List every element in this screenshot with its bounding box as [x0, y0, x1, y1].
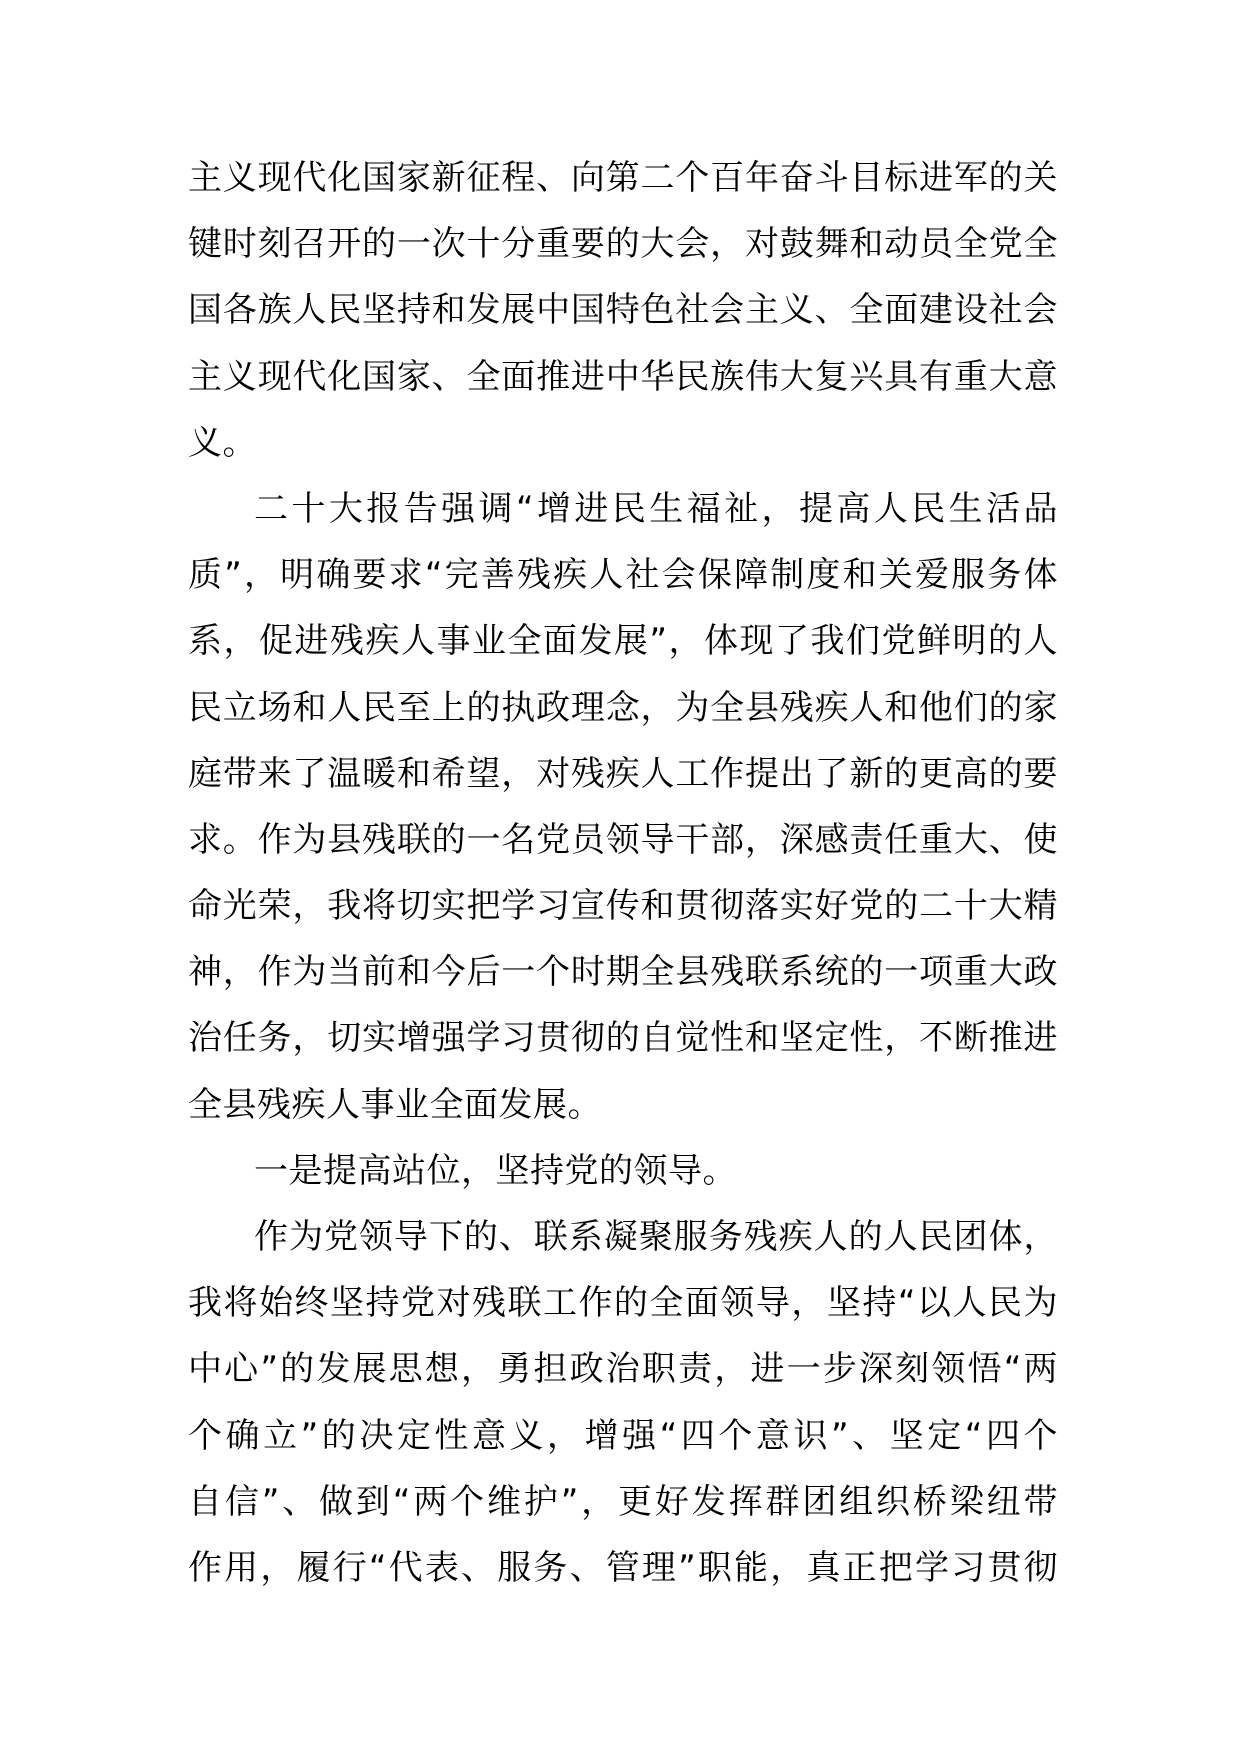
- text-line: 治任务，切实增强学习贯彻的自觉性和坚定性，不断推进: [188, 1018, 1058, 1059]
- text-line: 个确立”的决定性意义，增强“四个意识”、坚定“四个: [188, 1415, 1058, 1456]
- section-heading: 一是提高站位，坚持党的领导。: [254, 1150, 737, 1191]
- text-line: 义。: [188, 422, 257, 463]
- text-line: 系，促进残疾人事业全面发展”，体现了我们党鲜明的人: [188, 621, 1058, 662]
- text-line: 主义现代化国家新征程、向第二个百年奋斗目标进军的关: [188, 158, 1058, 198]
- text-line: 求。作为县残联的一名党员领导干部，深感责任重大、使: [188, 819, 1058, 860]
- text-line: 自信”、做到“两个维护”，更好发挥群团组织桥梁纽带: [188, 1481, 1058, 1522]
- text-line: 键时刻召开的一次十分重要的大会，对鼓舞和动员全党全: [188, 224, 1058, 265]
- text-line: 我将始终坚持党对残联工作的全面领导，坚持“以人民为: [188, 1283, 1058, 1324]
- text-line: 二十大报告强调“增进民生福祉，提高人民生活品: [254, 488, 1058, 529]
- text-line: 神，作为当前和今后一个时期全县残联系统的一项重大政: [188, 952, 1058, 993]
- text-line: 民立场和人民至上的执政理念，为全县残疾人和他们的家: [188, 687, 1058, 728]
- text-line: 全县残疾人事业全面发展。: [188, 1084, 602, 1125]
- text-line: 中心”的发展思想，勇担政治职责，进一步深刻领悟“两: [188, 1349, 1058, 1390]
- text-line: 庭带来了温暖和希望，对残疾人工作提出了新的更高的要: [188, 753, 1058, 794]
- text-line: 质”，明确要求“完善残疾人社会保障制度和关爱服务体: [188, 555, 1058, 596]
- text-line: 命光荣，我将切实把学习宣传和贯彻落实好党的二十大精: [188, 886, 1058, 927]
- text-line: 国各族人民坚持和发展中国特色社会主义、全面建设社会: [188, 290, 1058, 331]
- text-line: 作为党领导下的、联系凝聚服务残疾人的人民团体，: [254, 1217, 1058, 1257]
- document-body: [188, 145, 1058, 1601]
- text-line: 主义现代化国家、全面推进中华民族伟大复兴具有重大意: [188, 356, 1058, 397]
- text-line: 作用，履行“代表、服务、管理”职能，真正把学习贯彻: [188, 1547, 1058, 1588]
